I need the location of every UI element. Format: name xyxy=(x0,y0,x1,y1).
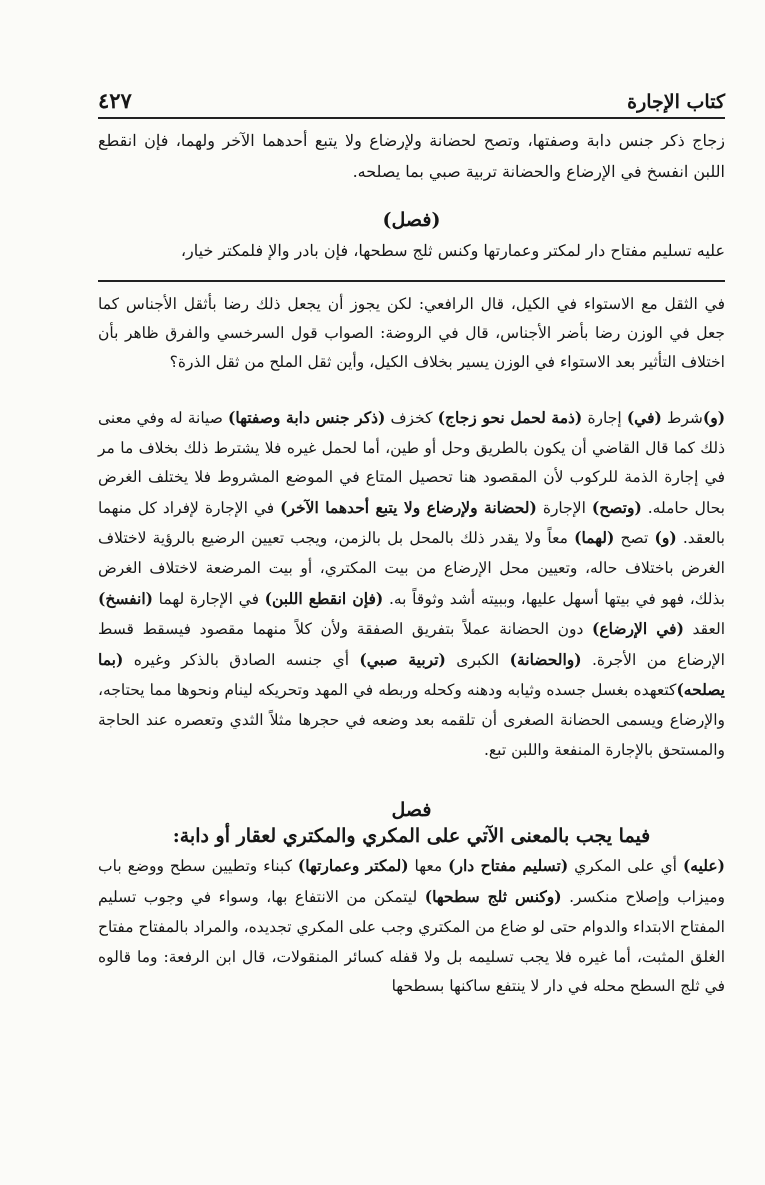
text-run: الإجارة xyxy=(536,498,592,517)
text-run: تصح xyxy=(614,529,655,548)
text-run: أي على المكري xyxy=(568,857,683,876)
footnote-divider xyxy=(98,280,725,282)
emphasized-text: (و) xyxy=(702,408,726,427)
section-title-2: فيما يجب بالمعنى الآتي على المكري والمكتري لعقار أو دابة: xyxy=(172,825,651,848)
emphasized-text: (وكنس ثلج سطحها) xyxy=(424,886,562,906)
emphasized-text: (تسليم مفتاح دار) xyxy=(448,856,569,876)
footnote-paragraph xyxy=(98,290,725,377)
text-run: العقد xyxy=(683,620,726,639)
text-run: إجارة xyxy=(582,409,627,427)
text-run: كخزف xyxy=(385,409,438,427)
text-run: شرط xyxy=(661,409,703,427)
emphasized-text: (فإن انقطع اللبن) xyxy=(264,588,384,608)
text-run: في الإجارة لهما xyxy=(152,589,265,608)
emphasized-text: (والحضانة) xyxy=(509,649,582,669)
emphasized-text: (وتصح) xyxy=(591,497,642,517)
text-run: كتعهده بغسل جسده وثيابه ودهنه وكحله وربطه في المهد وتحريكه لينام ونحوها مما يحتاجه، والإرضاع ويسمى الحضانة الصغرى أن تلقمه بعد وضعه في حجرها مثلاً الثدي وتعصره عند الحاجة والمستحق بالإجارة المنفعة واللبن تبع. xyxy=(98,681,725,759)
commentary-paragraph-2 xyxy=(98,851,725,1002)
text-run: معاً ولا يقدر ذلك بالمحل بل بالزمن، ويجب تعيين الرضيع بالرؤية لاختلاف الغرض باختلاف حاله، وتعيين محل الإرضاع من بيت المكتري، أو بيت المرضعة لاختلاف الغرض بذلك، فهو في بيتها أسهل عليها، وببيته أشد وثوقاً به. xyxy=(98,529,725,608)
emphasized-text: (ذكر جنس دابة وصفتها) xyxy=(228,408,386,427)
text-run: في الثقل مع الاستواء في الكيل، قال الرافعي: لكن يجوز أن يجعل ذلك رضا بأثقل الأجناس كما جعل في الوزن رضا بأضر الأجناس، قال في الروضة: الصواب قول السرخسي والفرق ظاهر بأن اختلاف التأثير بعد الاستواء في الوزن يسير بخلاف الكيل، وأين ثقل الملح من ثقل الذرة؟ xyxy=(98,295,725,371)
text-run: زجاج ذكر جنس دابة وصفتها، وتصح لحضانة ولإرضاع ولا يتبع أحدهما الآخر ولهما، فإن انقطع اللبن انفسخ في الإرضاع والحضانة تربية صبي بما يصلحه. xyxy=(98,131,725,181)
emphasized-text: (ذمة لحمل نحو زجاج) xyxy=(437,408,583,427)
section-heading-2: فصل xyxy=(391,799,432,822)
text-run: معها xyxy=(408,857,449,876)
text-run: أي جنسه الصادق بالذكر وغيره xyxy=(123,650,360,669)
text-run: في الإجارة لإفراد كل منهما بالعقد. xyxy=(98,498,725,548)
text-run: دون الحضانة عملاً بتفريق الصفقة ولأن كلاً منهما مقصود فيسقط قسط الإرضاع من الأجرة. xyxy=(98,620,725,669)
section-heading: (فصل) xyxy=(382,209,441,231)
text-run: عليه تسليم مفتاح دار لمكتر وعمارتها وكنس ثلج سطحها، فإن بادر والإ فلمكتر خيار، xyxy=(180,241,725,260)
emphasized-text: (لحضانة ولإرضاع ولا يتبع أحدهما الآخر) xyxy=(280,497,537,517)
emphasized-text: (لهما) xyxy=(574,528,615,548)
emphasized-text: (بما يصلحه) xyxy=(98,649,725,700)
chapter-title: كتاب الإجارة xyxy=(627,91,725,113)
emphasized-text: (عليه) xyxy=(682,856,725,876)
emphasized-text: (تربية صبي) xyxy=(359,649,446,669)
matn-fasl-paragraph xyxy=(98,235,725,266)
emphasized-text: (انفسخ) xyxy=(98,588,153,608)
commentary-paragraph-1 xyxy=(98,403,725,765)
emphasized-text: (لمكتر وعمارتها) xyxy=(297,856,409,876)
emphasized-text: (في) xyxy=(626,408,662,427)
text-run: صيانة له وفي معنى ذلك كما قال القاضي أن يكون بالطريق وحل أو طين، أما لحمل غيره فلا يشترط ذلك بخلاف ما مر في إجارة الذمة للركوب لأن المقصود هنا تحصيل المتاع في الموضع المشروط فلا يختلف الغرض بحال حامله. xyxy=(98,409,725,517)
page-number: ٤٢٧ xyxy=(98,88,132,113)
text-run: الكبرى xyxy=(445,650,510,669)
text-run: كبناء وتطيين سطح ووضع باب وميزاب وإصلاح منكسر. xyxy=(98,857,725,906)
text-run: ليتمكن من الانتفاع بها، وسواء في وجوب تسليم المفتاح الابتداء والدوام حتى لو ضاع من المكتري وجب على المكري تجديده، والمراد بالمفتاح مفتاح الغلق المثبت، أما غيره فلا يجب تسليمه بل ولا قفله كسائر المنقولات، قال ابن الرفعة: وما قالوه في ثلج السطح محله في دار لا ينتفع ساكنها بسطحها xyxy=(98,887,725,996)
emphasized-text: (في الإرضاع) xyxy=(592,619,684,639)
emphasized-text: (و) xyxy=(654,528,677,548)
page xyxy=(98,88,725,1002)
running-header xyxy=(98,88,725,119)
matn-paragraph xyxy=(98,125,725,187)
